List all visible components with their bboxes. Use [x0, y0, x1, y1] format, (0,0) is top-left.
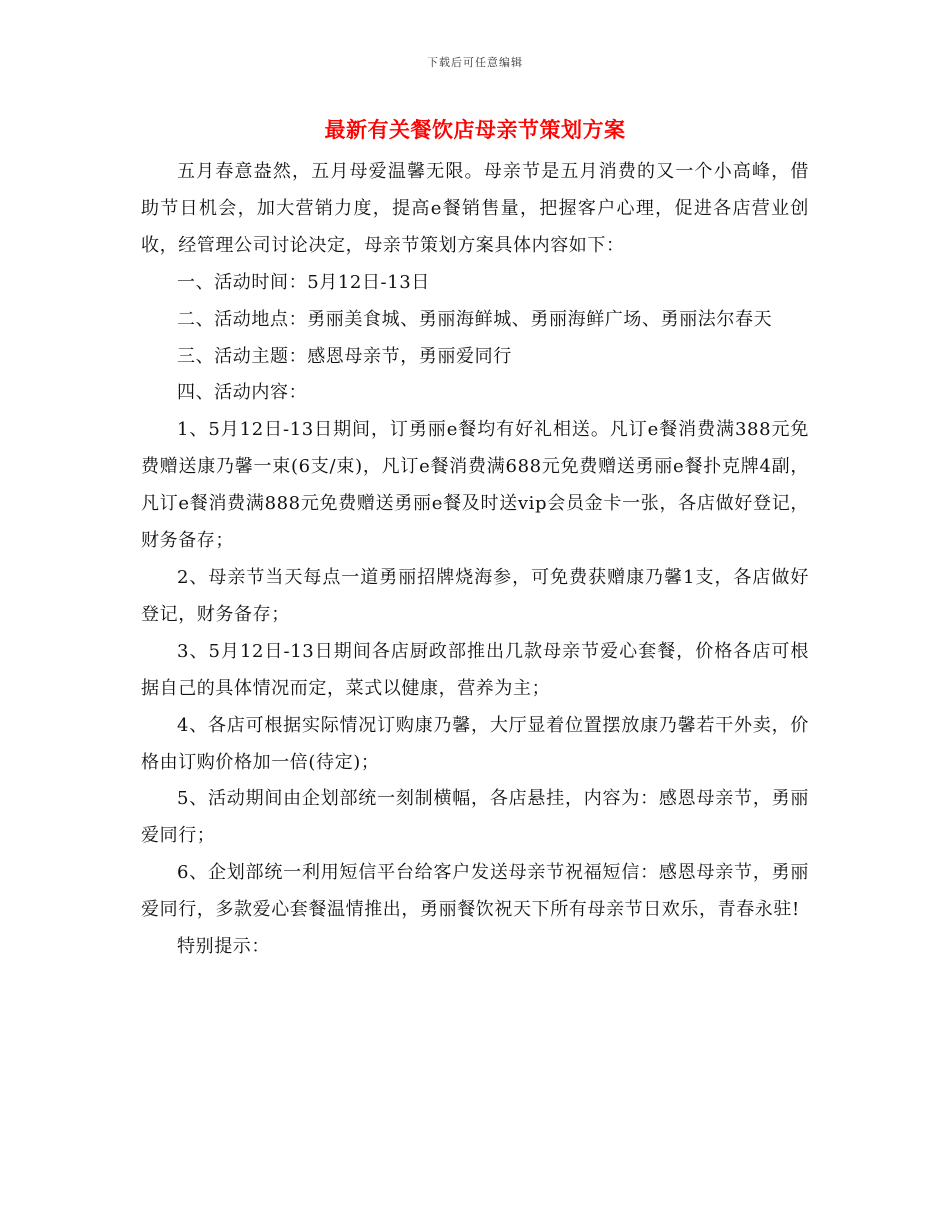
paragraph-activity-content-heading: 四、活动内容： [177, 382, 308, 404]
paragraph-activity-theme: 三、活动主题：感恩母亲节，勇丽爱同行 [177, 345, 512, 367]
paragraph-intro: 五月春意盎然，五月母爱温馨无限。母亲节是五月消费的又一个小高峰，借助节日机会，加大营销力度，提高e餐销售量，把握客户心理，促进各店营业创收，经管理公司讨论决定，母亲节策划方案具体内容如下： [141, 161, 809, 256]
page-header: 下载后可任意编辑 [427, 56, 523, 69]
paragraph-activity-location: 二、活动地点：勇丽美食城、勇丽海鲜城、勇丽海鲜广场、勇丽法尔春天 [177, 308, 773, 330]
paragraph-special-note: 特别提示： [177, 936, 270, 958]
paragraph-item-5: 5、活动期间由企划部统一刻制横幅，各店悬挂，内容为：感恩母亲节，勇丽爱同行； [141, 788, 809, 847]
paragraph-item-6: 6、企划部统一利用短信平台给客户发送母亲节祝福短信：感恩母亲节，勇丽爱同行，多款爱心套餐温情推出，勇丽餐饮祝天下所有母亲节日欢乐，青春永驻! [141, 862, 809, 921]
paragraph-item-2: 2、母亲节当天每点一道勇丽招牌烧海参，可免费获赠康乃馨1支，各店做好登记，财务备存； [141, 566, 809, 625]
document-body [141, 154, 809, 966]
paragraph-activity-time: 一、活动时间：5月12日-13日 [177, 271, 430, 293]
document-title: 最新有关餐饮店母亲节策划方案 [324, 118, 626, 142]
paragraph-item-4: 4、各店可根据实际情况订购康乃馨，大厅显着位置摆放康乃馨若干外卖，价格由订购价格加一倍(待定)； [141, 714, 809, 773]
paragraph-item-3: 3、5月12日-13日期间各店厨政部推出几款母亲节爱心套餐，价格各店可根据自己的具体情况而定，菜式以健康，营养为主； [141, 640, 809, 699]
paragraph-item-1: 1、5月12日-13日期间，订勇丽e餐均有好礼相送。凡订e餐消费满388元免费赠送康乃馨一束(6支/束)，凡订e餐消费满688元免费赠送勇丽e餐扑克牌4副，凡订e餐消费满888元免费赠送勇丽e餐及时送vip会员金卡一张，各店做好登记，财务备存； [141, 419, 809, 552]
